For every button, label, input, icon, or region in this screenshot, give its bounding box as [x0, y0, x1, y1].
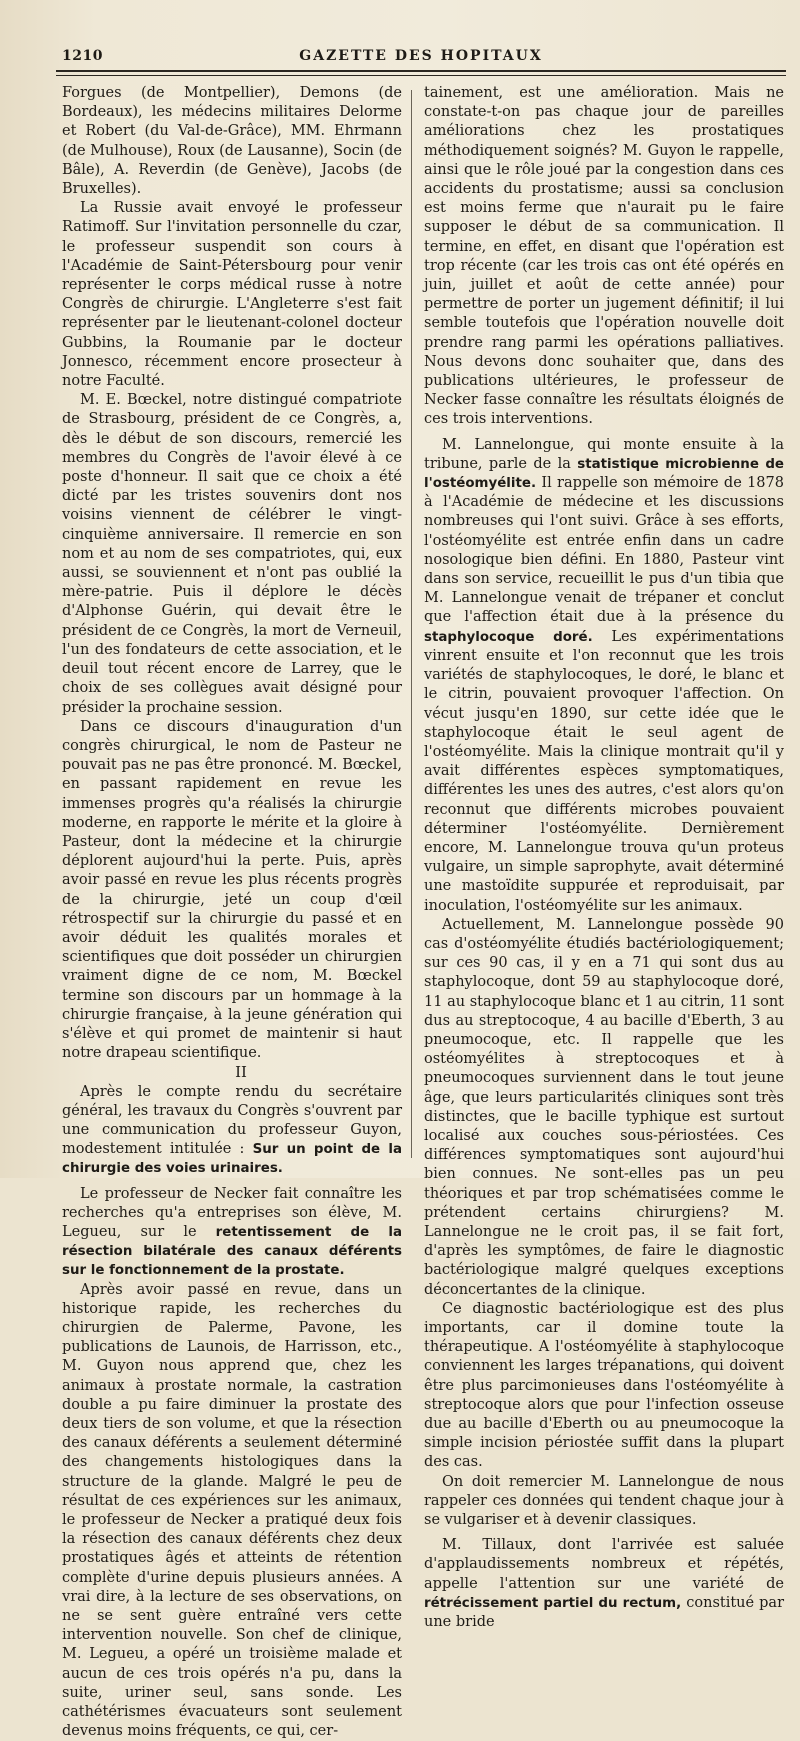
page-number: 1210 — [62, 48, 103, 64]
journal-title: GAZETTE DES HOPITAUX — [299, 48, 543, 64]
bold-topic: Sur un point de la chirurgie des voies urinaires. — [62, 1142, 402, 1177]
paragraph: Ce diagnostic bactériologique est des plus importants, car il domine toute la thérapeutique. A l'ostéomyélite à staphylocoque conviennent les larges trépanations, qui doivent être plus parcimonieuses dans l'ostéomyélite à streptocoque alors que pour l'infection osseuse due au bacille d'Eberth ou au pneumocoque la simple incision périostée suffit dans la plupart des cas. — [424, 1300, 784, 1471]
paragraph — [424, 436, 784, 916]
paragraph — [62, 1185, 402, 1281]
page-header — [56, 40, 786, 74]
paragraph: Après avoir passé en revue, dans un historique rapide, les recherches du chirurgien de Palerme, Pavone, les publications de Launois, de Harrisson, etc., M. Guyon nous apprend que, chez les animaux à prostate normale, la castration double a pu faire diminuer la prostate des deux tiers de son volume, et que la résection des canaux déférents a seulement déterminé des changements histologiques dans la structure de la glande. Malgré le peu de résultat de ces expériences sur les animaux, le professeur de Necker a pratiqué deux fois la résection des canaux déférents chez deux prostatiques âgés et atteints de rétention complète d'urine depuis plusieurs années. A vrai dire, à la lecture de ses observations, on ne se sent guère entraîné vers cette intervention nouvelle. Son chef de clinique, M. Legueu, a opéré un troisième malade et aucun de ces trois opérés n'a pu, dans la suite, uriner seul, sans sonde. Les cathétérismes évacuateurs sont seulement devenus moins fréquents, ce qui, cer- — [62, 1281, 402, 1740]
paragraph-text: Il rappelle son mémoire de 1878 à l'Académie de médecine et les discussions nombreuses qui l'ont suivi. Grâce à ses efforts, l'ostéomyélite est entrée enfin dans un cadre nosologique bien défini. En 1880, Pasteur vint dans son service, recueillit le pus d'un tibia que M. Lannelongue venait de trépaner et conclut que l'affection était due à la présence du — [424, 475, 784, 626]
paragraph: M. E. Bœckel, notre distingué compatriote de Strasbourg, président de ce Congrès, a, dès le début de son discours, remercié les membres du Congrès de l'avoir élevé à ce poste d'honneur. Il sait que ce choix a été dicté par les tristes souvenirs dont nos voisins viennent de célébrer le vingt-cinquième anniversaire. Il remercie en son nom et au nom de ses compatriotes, qui, eux aussi, se souviennent et n'ont pas oublié la mère-patrie. Puis il déplore le décès d'Alphonse Guérin, qui devait être le président de ce Congrès, la mort de Verneuil, l'un des fondateurs de cette association, et le deuil tout récent encore de Larrey, que le choix de ses collègues avait désigné pour présider la prochaine session. — [62, 392, 402, 716]
paragraph — [424, 1536, 784, 1632]
paragraph — [62, 1083, 402, 1179]
paragraph-text: Le professeur de Necker fait connaître les recherches qu'a entreprises son élève, M. Legueu, sur le — [62, 1185, 402, 1240]
bold-topic: statistique microbienne de l'ostéomyélite. — [424, 456, 784, 492]
header-rule — [56, 70, 786, 76]
paragraph-text: M. Tillaux, dont l'arrivée est saluée d'applaudissements nombreux et répétés, appelle l'attention sur une variété de — [424, 1537, 784, 1592]
bold-topic: rétrécissement partiel du rectum, — [424, 1595, 682, 1611]
paragraph-text: Après le compte rendu du secrétaire général, les travaux du Congrès s'ouvrent par une communication du professeur Guyon, modestement intitulée : — [62, 1083, 402, 1158]
left-column — [62, 84, 402, 1740]
paragraph: On doit remercier M. Lannelongue de nous rappeler ces données qui tendent chaque jour à se vulgariser et à devenir classiques. — [424, 1473, 784, 1529]
paragraph: Dans ce discours d'inauguration d'un congrès chirurgical, le nom de Pasteur ne pouvait pas ne pas être prononcé. M. Bœckel, en passant rapidement en revue les immenses progrès qu'a réalisés la chirurgie moderne, en rapporte le mérite et la gloire à Pasteur, dont la médecine et la chirurgie déplorent aujourd'hui la perte. Puis, après avoir passé en revue les plus récents progrès de la chirurgie, jeté un coup d'œil rétrospectif sur la chirurgie du passé et en avoir déduit les qualités morales et scientifiques que doit posséder un chirurgien vraiment digne de ce nom, M. Bœckel termine son discours par un hommage à la chirurgie française, à la jeune génération qui s'élève et qui promet de maintenir si haut notre drapeau scientifique. — [62, 718, 402, 1062]
bold-topic: staphylocoque doré. — [424, 629, 593, 645]
paragraph-text: constitué par une bride — [424, 1594, 784, 1631]
right-column — [424, 84, 784, 1631]
section-number: II — [235, 1063, 247, 1082]
bold-topic: retentissement de la résection bilatérale des canaux déférents sur le fonctionnement de la prostate. — [62, 1224, 402, 1279]
paragraph: tainement, est une amélioration. Mais ne constate-t-on pas chaque jour de pareilles améliorations chez les prostatiques méthodiquement soignés? M. Guyon le rappelle, ainsi que le rôle joué par la congestion dans ces accidents du prostatisme; aussi sa conclusion est moins ferme que n'aurait pu le faire supposer le début de sa communication. Il termine, en effet, en disant que l'opération est trop récente (car les trois cas ont été opérés en juin, juillet et août de cette année) pour permettre de porter un jugement définitif; il lui semble toutefois que l'opération nouvelle doit prendre rang parmi les opérations palliatives. Nous devons donc souhaiter que, dans des publications ultérieures, le professeur de Necker fasse connaître les résultats éloignés de ces trois interventions. — [424, 85, 784, 428]
paragraph: Actuellement, M. Lannelongue possède 90 cas d'ostéomyélite étudiés bactériologiquement; sur ces 90 cas, il y en a 71 qui sont dus au staphylocoque, dont 59 au staphylocoque doré, 11 au staphylocoque blanc et 1 au citrin, 11 sont dus au streptocoque, 4 au bacille d'Eberth, 3 au pneumocoque, etc. Il rappelle que les ostéomyélites à streptocoques et à pneumocoques surviennent dans le tout jeune âge, que leurs particularités cliniques sont très distinctes, que le bacille typhique est surtout localisé aux couches sous-périostées. Ces différences symptomatiques sont aujourd'hui bien connues. Ne sont-elles pas un peu théoriques et par trop schématisées comme le prétendent certains chirurgiens? M. Lannelongue ne le croit pas, il se fait fort, d'après les symptômes, de faire le diagnostic bactériologique malgré quelques exceptions déconcertantes de la clinique. — [424, 916, 784, 1298]
paragraph: Forgues (de Montpellier), Demons (de Bordeaux), les médecins militaires Delorme et Robert (du Val-de-Grâce), MM. Ehrmann (de Mulhouse), Roux (de Lausanne), Socin (de Bâle), A. Reverdin (de Genève), Jacobs (de Bruxelles). — [62, 85, 402, 198]
paragraph-text: M. Lannelongue, qui monte ensuite à la tribune, parle de la — [424, 436, 784, 472]
paragraph: La Russie avait envoyé le professeur Ratimoff. Sur l'invitation personnelle du czar, le professeur suspendit son cours à l'Académie de Saint-Pétersbourg pour venir représenter le corps médical russe à notre Congrès de chirurgie. L'Angleterre s'est fait représenter par le lieutenant-colonel docteur Gubbins, la Roumanie par le docteur Jonnesco, récemment encore prosecteur à notre Faculté. — [62, 200, 402, 390]
column-divider — [411, 90, 412, 1158]
paragraph-text: Les expérimentations vinrent ensuite et l'on reconnut que les trois variétés de staphylocoques, le doré, le blanc et le citrin, pouvaient provoquer l'affection. On vécut jusqu'en 1890, sur cette idée que le staphylocoque était le seul agent de l'ostéomyélite. Mais la clinique montrait qu'il y avait différentes espèces symptomatiques, différentes les unes des autres, c'est alors qu'on reconnut que différents microbes pouvaient déterminer l'ostéomyélite. Dernièrement encore, M. Lannelongue trouva qu'un proteus vulgaire, un simple saprophyte, avait déterminé une mastoïdite suppurée et reproduisait, par inoculation, l'ostéomyélite sur les animaux. — [424, 628, 784, 914]
